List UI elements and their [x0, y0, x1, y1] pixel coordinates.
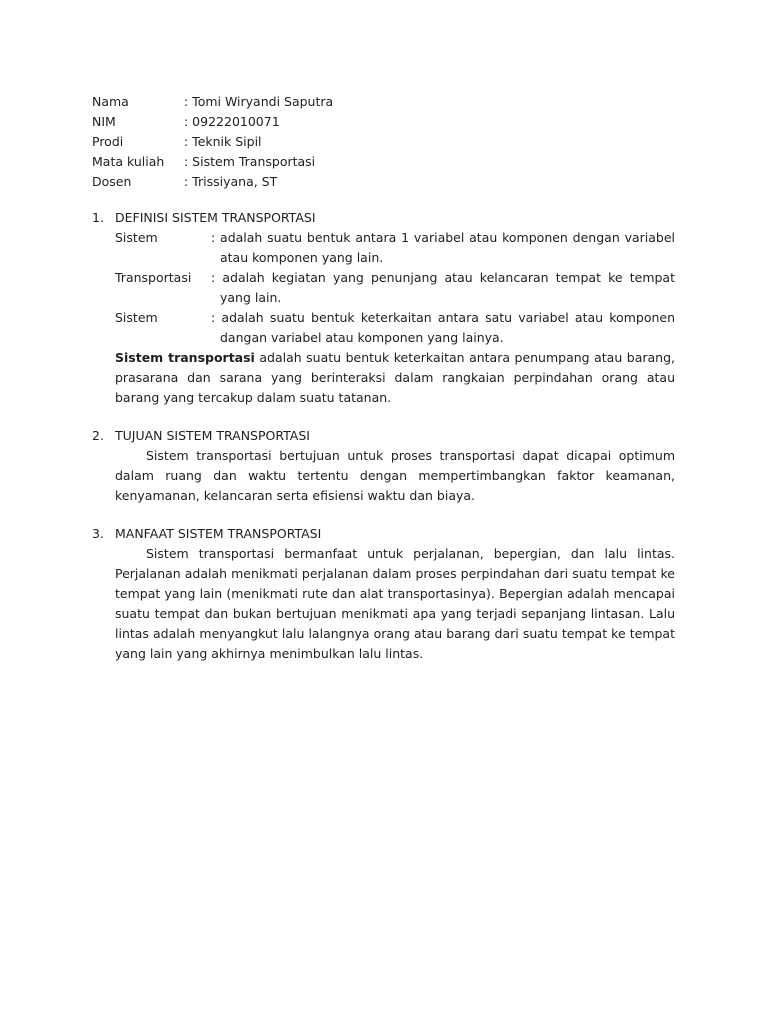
- definition-row: [115, 308, 675, 348]
- info-row-nim: [92, 112, 492, 132]
- section-body: [115, 228, 675, 408]
- info-row-dosen: [92, 172, 492, 192]
- section-paragraph: Sistem transportasi bertujuan untuk proses transportasi dapat dicapai optimum dalam ruang dan waktu tertentu dengan mempertimbangkan faktor keamanan, kenyamanan, kelancaran serta efisiensi waktu dan biaya.: [115, 448, 675, 503]
- definition-row: [115, 228, 675, 268]
- definition-row: [115, 268, 675, 308]
- info-label: Dosen: [92, 174, 132, 189]
- summary-paragraph: [115, 348, 675, 408]
- definition-text: : adalah suatu bentuk antara 1 variabel atau komponen dengan variabel atau komponen yang lain.: [211, 230, 675, 265]
- info-label: Nama: [92, 94, 129, 109]
- info-label: NIM: [92, 114, 116, 129]
- definition-term: Sistem: [115, 310, 158, 325]
- info-value: : 09222010071: [184, 114, 280, 129]
- section-manfaat: [92, 524, 678, 664]
- section-heading: [92, 208, 678, 228]
- section-body: [115, 544, 675, 664]
- definition-text: : adalah suatu bentuk keterkaitan antara satu variabel atau komponen dangan variabel atau komponen yang lainya.: [211, 310, 675, 345]
- section-title: MANFAAT SISTEM TRANSPORTASI: [115, 526, 322, 541]
- info-row-prodi: [92, 132, 492, 152]
- info-value: : Tomi Wiryandi Saputra: [184, 94, 334, 109]
- student-info: [92, 92, 492, 192]
- summary-text: adalah suatu bentuk keterkaitan antara penumpang atau barang, prasarana dan sarana yang berinteraksi dalam rangkaian perpindahan orang atau barang yang tercakup dalam suatu tatanan.: [115, 350, 675, 405]
- info-value: : Trissiyana, ST: [184, 174, 278, 189]
- info-row-nama: [92, 92, 492, 112]
- section-paragraph: Sistem transportasi bermanfaat untuk perjalanan, bepergian, dan lalu lintas. Perjalanan adalah menikmati perjalanan dalam proses perpindahan dari suatu tempat ke tempat yang lain (menikmati rute dan alat transportasinya). Bepergian adalah mencapai suatu tempat dan bukan bertujuan menikmati apa yang terjadi sepanjang lintasan. Lalu lintas adalah menyangkut lalu lalangnya orang atau barang dari suatu tempat ke tempat yang lain yang akhirnya menimbulkan lalu lintas.: [115, 546, 675, 661]
- info-value: : Sistem Transportasi: [184, 154, 316, 169]
- summary-bold-term: Sistem transportasi: [115, 350, 255, 365]
- section-title: DEFINISI SISTEM TRANSPORTASI: [115, 210, 316, 225]
- info-value: : Teknik Sipil: [184, 134, 262, 149]
- section-definisi: [92, 208, 678, 408]
- section-heading: [92, 426, 678, 446]
- section-tujuan: [92, 426, 678, 506]
- section-number: 3.: [92, 526, 104, 541]
- section-number: 1.: [92, 210, 104, 225]
- info-row-mata-kuliah: [92, 152, 492, 172]
- info-label: Prodi: [92, 134, 124, 149]
- definition-term: Transportasi: [115, 270, 192, 285]
- section-body: [115, 446, 675, 506]
- definition-term: Sistem: [115, 230, 158, 245]
- definition-text: : adalah kegiatan yang penunjang atau kelancaran tempat ke tempat yang lain.: [211, 270, 675, 305]
- section-title: TUJUAN SISTEM TRANSPORTASI: [115, 428, 310, 443]
- info-label: Mata kuliah: [92, 154, 165, 169]
- section-heading: [92, 524, 678, 544]
- section-number: 2.: [92, 428, 104, 443]
